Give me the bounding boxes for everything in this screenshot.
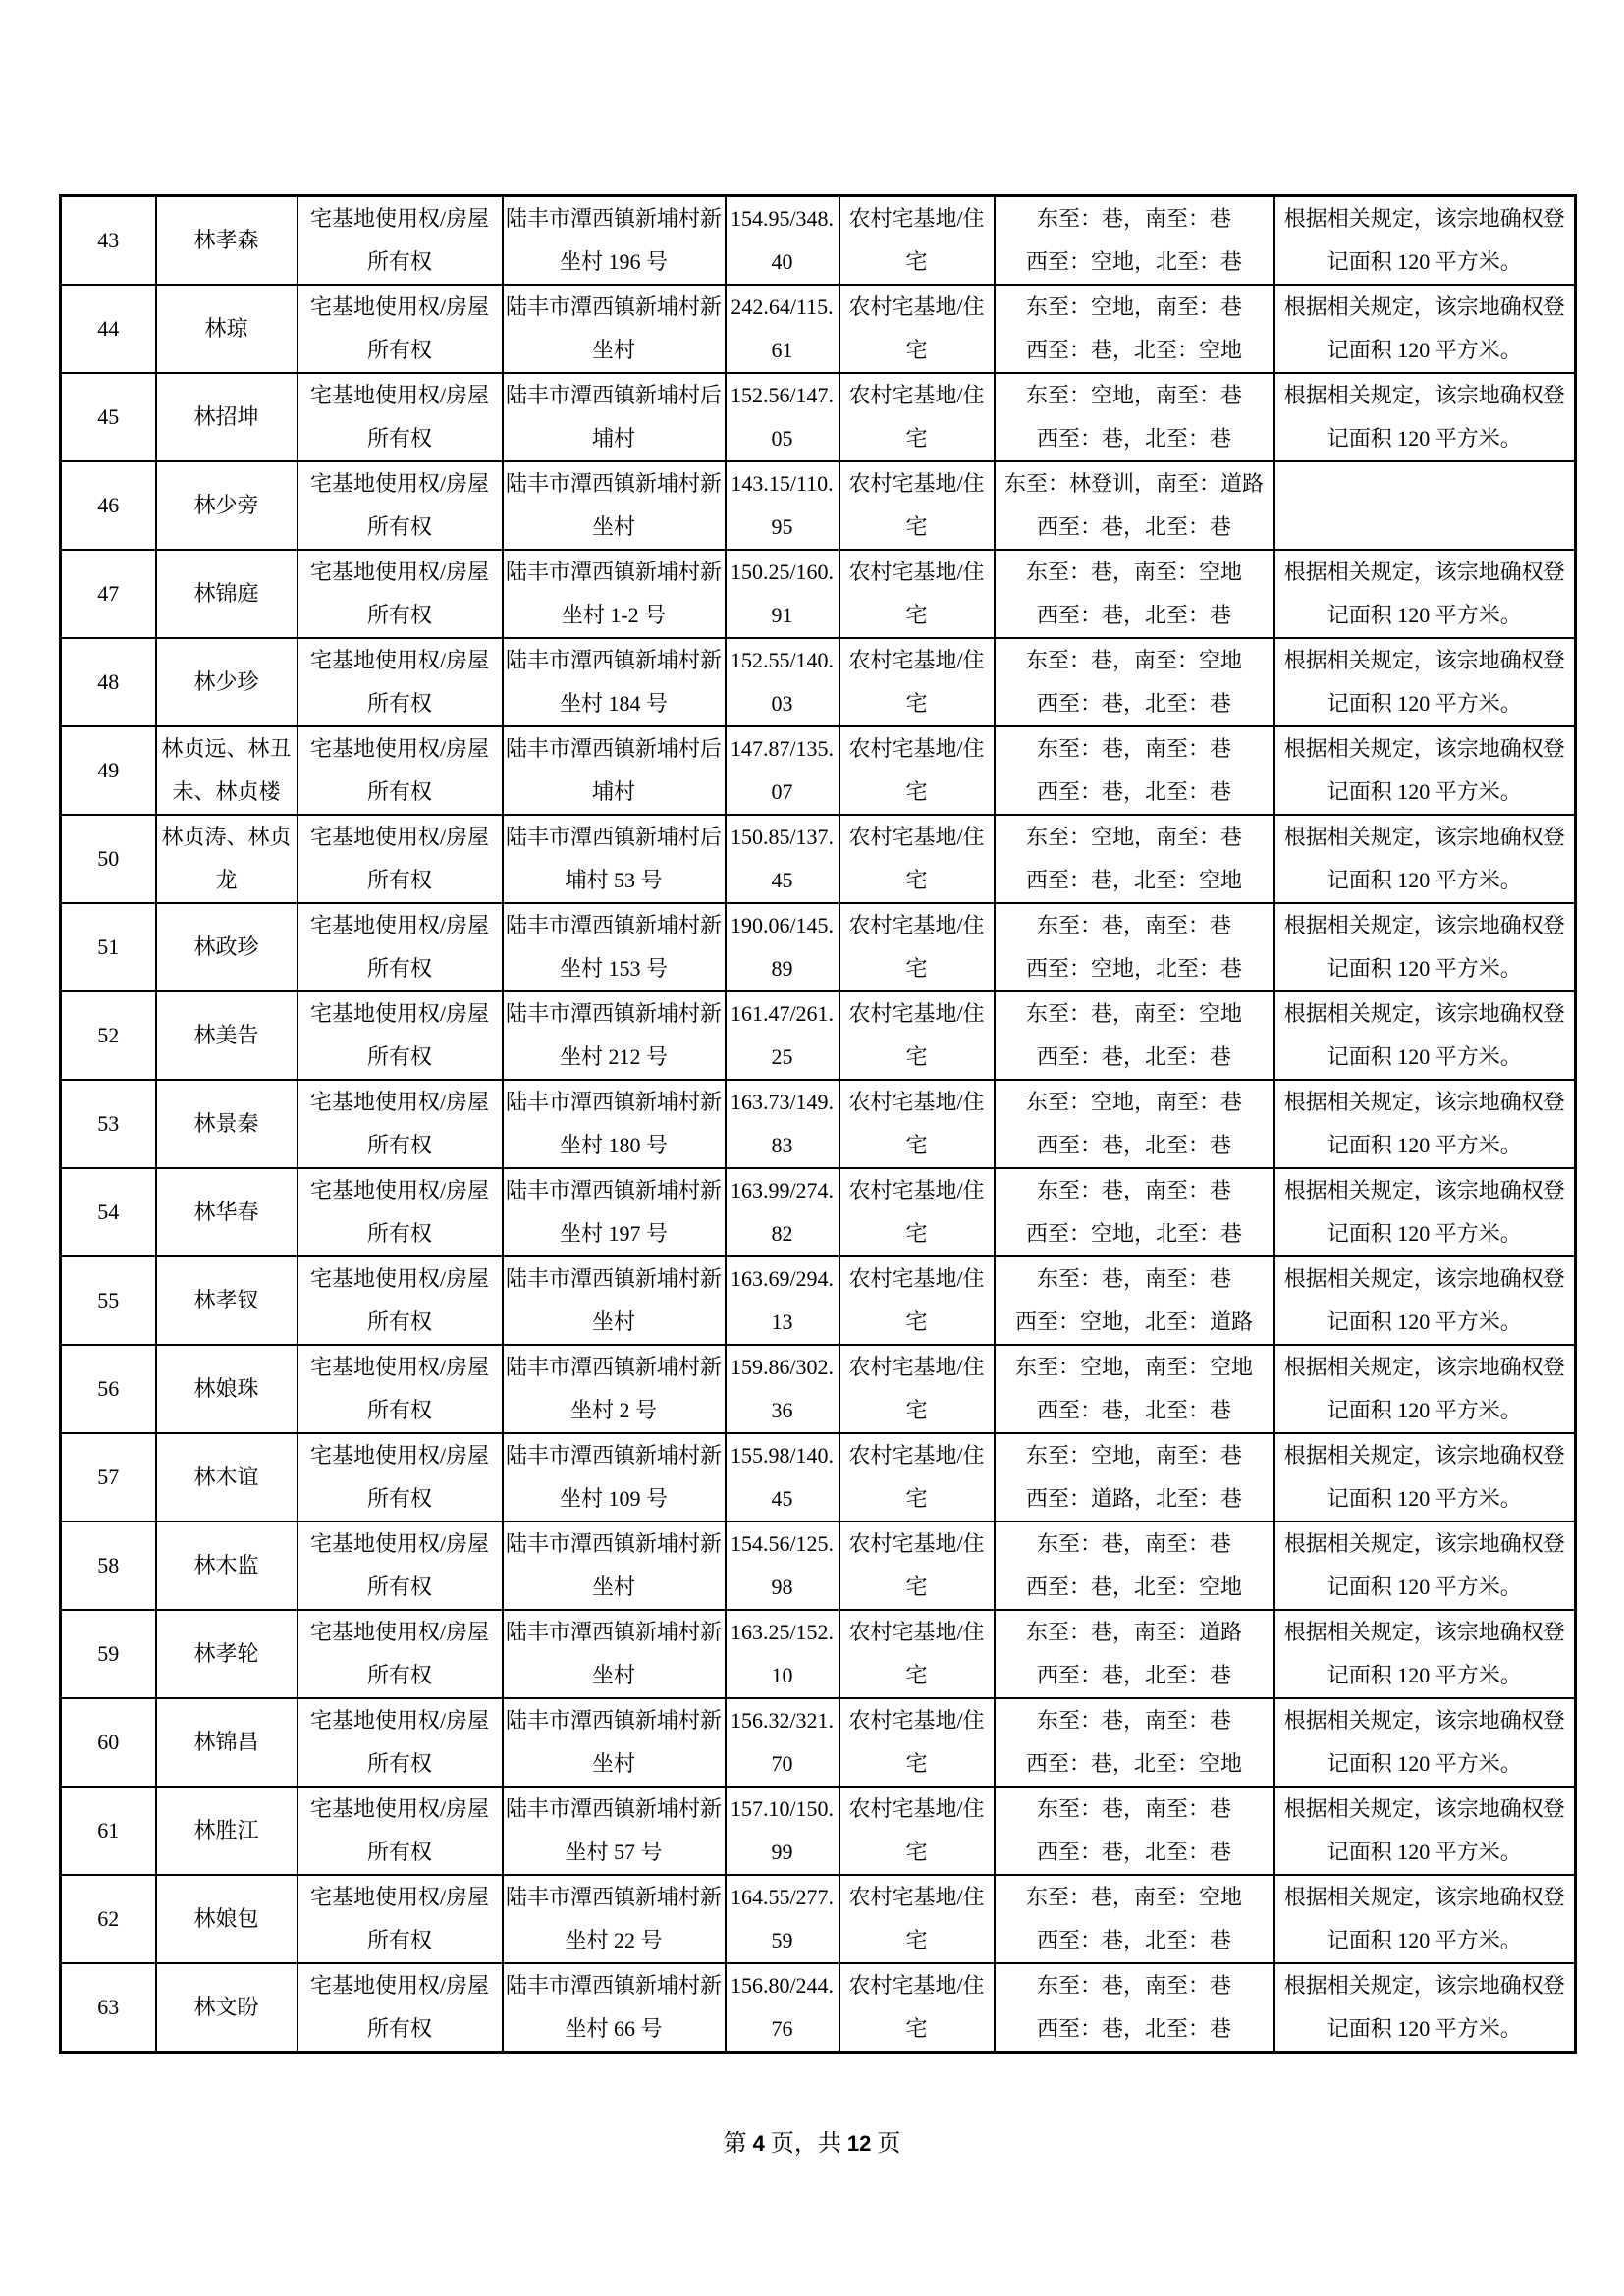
table-row bbox=[61, 196, 1576, 286]
cell-land-use-type: 农村宅基地/住宅 bbox=[839, 903, 995, 991]
cell-address: 陆丰市潭西镇新埔村新坐村 22 号 bbox=[503, 1875, 726, 1963]
cell-remark: 根据相关规定，该宗地确权登记面积 120 平方米。 bbox=[1274, 1522, 1576, 1610]
boundary-segment: 西至：道路，北至：巷 bbox=[1025, 1486, 1242, 1511]
cell-right-type: 宅基地使用权/房屋所有权 bbox=[298, 1610, 503, 1698]
cell-serial-number: 58 bbox=[61, 1522, 156, 1610]
cell-address: 陆丰市潭西镇新埔村后埔村 bbox=[503, 373, 726, 461]
table-row bbox=[61, 550, 1576, 638]
cell-serial-number: 62 bbox=[61, 1875, 156, 1963]
cell-serial-number: 63 bbox=[61, 1963, 156, 2053]
boundary-segment: 东至：巷，南至：巷 bbox=[1036, 736, 1231, 761]
cell-land-use-type: 农村宅基地/住宅 bbox=[839, 1345, 995, 1433]
cell-parcel-area: 163.25/152.10 bbox=[726, 1610, 839, 1698]
cell-land-use-type: 农村宅基地/住宅 bbox=[839, 1080, 995, 1168]
cell-remark: 根据相关规定，该宗地确权登记面积 120 平方米。 bbox=[1274, 1787, 1576, 1875]
cell-boundary bbox=[995, 1345, 1274, 1433]
cell-address: 陆丰市潭西镇新埔村新坐村 180 号 bbox=[503, 1080, 726, 1168]
table-row bbox=[61, 1522, 1576, 1610]
cell-right-type: 宅基地使用权/房屋所有权 bbox=[298, 1256, 503, 1345]
cell-owner-name: 林娘珠 bbox=[156, 1345, 298, 1433]
cell-address: 陆丰市潭西镇新埔村新坐村 212 号 bbox=[503, 991, 726, 1080]
cell-serial-number: 45 bbox=[61, 373, 156, 461]
cell-parcel-area: 143.15/110.95 bbox=[726, 461, 839, 550]
cell-remark: 根据相关规定，该宗地确权登记面积 120 平方米。 bbox=[1274, 1433, 1576, 1522]
table-row bbox=[61, 903, 1576, 991]
cell-boundary bbox=[995, 1433, 1274, 1522]
cell-boundary bbox=[995, 1522, 1274, 1610]
cell-right-type: 宅基地使用权/房屋所有权 bbox=[298, 461, 503, 550]
boundary-segment: 东至：空地，南至：巷 bbox=[1025, 1443, 1242, 1468]
cell-address: 陆丰市潭西镇新埔村后埔村 bbox=[503, 726, 726, 815]
cell-boundary bbox=[995, 461, 1274, 550]
cell-address: 陆丰市潭西镇新埔村新坐村 bbox=[503, 285, 726, 373]
cell-remark: 根据相关规定，该宗地确权登记面积 120 平方米。 bbox=[1274, 638, 1576, 726]
cell-owner-name: 林文盼 bbox=[156, 1963, 298, 2053]
cell-right-type: 宅基地使用权/房屋所有权 bbox=[298, 1080, 503, 1168]
cell-remark: 根据相关规定，该宗地确权登记面积 120 平方米。 bbox=[1274, 1875, 1576, 1963]
cell-land-use-type: 农村宅基地/住宅 bbox=[839, 1522, 995, 1610]
cell-remark: 根据相关规定，该宗地确权登记面积 120 平方米。 bbox=[1274, 1256, 1576, 1345]
boundary-segment: 西至：空地，北至：巷 bbox=[1025, 249, 1242, 274]
boundary-segment: 东至：空地，南至：巷 bbox=[1025, 825, 1242, 849]
cell-owner-name: 林贞涛、林贞龙 bbox=[156, 815, 298, 903]
cell-parcel-area: 164.55/277.59 bbox=[726, 1875, 839, 1963]
table-row bbox=[61, 726, 1576, 815]
cell-boundary bbox=[995, 373, 1274, 461]
cell-land-use-type: 农村宅基地/住宅 bbox=[839, 1256, 995, 1345]
cell-parcel-area: 155.98/140.45 bbox=[726, 1433, 839, 1522]
boundary-segment: 东至：空地，南至：巷 bbox=[1025, 1090, 1242, 1114]
cell-address: 陆丰市潭西镇新埔村新坐村 2 号 bbox=[503, 1345, 726, 1433]
cell-right-type: 宅基地使用权/房屋所有权 bbox=[298, 1168, 503, 1256]
cell-remark: 根据相关规定，该宗地确权登记面积 120 平方米。 bbox=[1274, 1610, 1576, 1698]
cell-remark: 根据相关规定，该宗地确权登记面积 120 平方米。 bbox=[1274, 726, 1576, 815]
cell-parcel-area: 152.56/147.05 bbox=[726, 373, 839, 461]
cell-right-type: 宅基地使用权/房屋所有权 bbox=[298, 550, 503, 638]
cell-serial-number: 60 bbox=[61, 1698, 156, 1787]
cell-serial-number: 54 bbox=[61, 1168, 156, 1256]
cell-address: 陆丰市潭西镇新埔村新坐村 1-2 号 bbox=[503, 550, 726, 638]
table-row bbox=[61, 638, 1576, 726]
cell-owner-name: 林贞远、林丑未、林贞楼 bbox=[156, 726, 298, 815]
cell-address: 陆丰市潭西镇新埔村新坐村 bbox=[503, 461, 726, 550]
cell-remark: 根据相关规定，该宗地确权登记面积 120 平方米。 bbox=[1274, 1963, 1576, 2053]
boundary-segment: 东至：巷，南至：巷 bbox=[1036, 206, 1231, 231]
cell-address: 陆丰市潭西镇新埔村新坐村 197 号 bbox=[503, 1168, 726, 1256]
cell-address: 陆丰市潭西镇新埔村新坐村 bbox=[503, 1522, 726, 1610]
boundary-segment: 西至：空地，北至：巷 bbox=[1025, 1221, 1242, 1246]
cell-parcel-area: 163.73/149.83 bbox=[726, 1080, 839, 1168]
table-row bbox=[61, 1875, 1576, 1963]
table-row bbox=[61, 815, 1576, 903]
cell-boundary bbox=[995, 903, 1274, 991]
table-row bbox=[61, 1080, 1576, 1168]
cell-right-type: 宅基地使用权/房屋所有权 bbox=[298, 1875, 503, 1963]
boundary-segment: 东至：巷，南至：巷 bbox=[1036, 1178, 1231, 1202]
cell-right-type: 宅基地使用权/房屋所有权 bbox=[298, 815, 503, 903]
cell-right-type: 宅基地使用权/房屋所有权 bbox=[298, 1963, 503, 2053]
land-registration-table bbox=[59, 194, 1577, 2054]
cell-parcel-area: 156.32/321.70 bbox=[726, 1698, 839, 1787]
cell-land-use-type: 农村宅基地/住宅 bbox=[839, 285, 995, 373]
cell-address: 陆丰市潭西镇新埔村后埔村 53 号 bbox=[503, 815, 726, 903]
boundary-segment: 西至：巷，北至：巷 bbox=[1036, 1398, 1231, 1422]
footer-suffix: 页 bbox=[877, 2131, 901, 2157]
table-row bbox=[61, 461, 1576, 550]
cell-land-use-type: 农村宅基地/住宅 bbox=[839, 196, 995, 286]
land-registration-table-wrap bbox=[59, 194, 1577, 2054]
table-row bbox=[61, 1610, 1576, 1698]
cell-boundary bbox=[995, 1698, 1274, 1787]
cell-owner-name: 林政珍 bbox=[156, 903, 298, 991]
boundary-segment: 西至：空地，北至：巷 bbox=[1025, 956, 1242, 981]
cell-boundary bbox=[995, 1875, 1274, 1963]
cell-land-use-type: 农村宅基地/住宅 bbox=[839, 991, 995, 1080]
table-row bbox=[61, 1787, 1576, 1875]
cell-serial-number: 47 bbox=[61, 550, 156, 638]
cell-owner-name: 林景秦 bbox=[156, 1080, 298, 1168]
cell-serial-number: 55 bbox=[61, 1256, 156, 1345]
cell-owner-name: 林木谊 bbox=[156, 1433, 298, 1522]
cell-boundary bbox=[995, 1610, 1274, 1698]
cell-address: 陆丰市潭西镇新埔村新坐村 66 号 bbox=[503, 1963, 726, 2053]
boundary-segment: 东至：空地，南至：巷 bbox=[1025, 383, 1242, 407]
cell-owner-name: 林木监 bbox=[156, 1522, 298, 1610]
cell-land-use-type: 农村宅基地/住宅 bbox=[839, 373, 995, 461]
cell-owner-name: 林少珍 bbox=[156, 638, 298, 726]
boundary-segment: 西至：巷，北至：巷 bbox=[1036, 1044, 1231, 1069]
boundary-segment: 西至：巷，北至：巷 bbox=[1036, 603, 1231, 627]
cell-owner-name: 林孝轮 bbox=[156, 1610, 298, 1698]
cell-land-use-type: 农村宅基地/住宅 bbox=[839, 1875, 995, 1963]
boundary-segment: 西至：巷，北至：巷 bbox=[1036, 1928, 1231, 1952]
boundary-segment: 东至：巷，南至：巷 bbox=[1036, 1973, 1231, 1998]
cell-land-use-type: 农村宅基地/住宅 bbox=[839, 461, 995, 550]
cell-boundary bbox=[995, 550, 1274, 638]
cell-address: 陆丰市潭西镇新埔村新坐村 bbox=[503, 1698, 726, 1787]
boundary-segment: 西至：巷，北至：巷 bbox=[1036, 2016, 1231, 2041]
boundary-segment: 东至：空地，南至：巷 bbox=[1025, 294, 1242, 319]
cell-owner-name: 林锦昌 bbox=[156, 1698, 298, 1787]
cell-address: 陆丰市潭西镇新埔村新坐村 bbox=[503, 1610, 726, 1698]
footer-total-pages: 12 bbox=[846, 2131, 872, 2156]
cell-address: 陆丰市潭西镇新埔村新坐村 bbox=[503, 1256, 726, 1345]
cell-boundary bbox=[995, 1080, 1274, 1168]
cell-remark bbox=[1274, 461, 1576, 550]
cell-serial-number: 50 bbox=[61, 815, 156, 903]
boundary-segment: 西至：巷，北至：空地 bbox=[1025, 338, 1242, 362]
boundary-segment: 西至：巷，北至：巷 bbox=[1036, 779, 1231, 804]
cell-right-type: 宅基地使用权/房屋所有权 bbox=[298, 1345, 503, 1433]
boundary-segment: 东至：巷，南至：巷 bbox=[1036, 1266, 1231, 1291]
cell-parcel-area: 161.47/261.25 bbox=[726, 991, 839, 1080]
cell-owner-name: 林孝森 bbox=[156, 196, 298, 286]
boundary-segment: 东至：巷，南至：道路 bbox=[1025, 1620, 1242, 1644]
cell-owner-name: 林美告 bbox=[156, 991, 298, 1080]
boundary-segment: 西至：空地，北至：道路 bbox=[1014, 1309, 1253, 1334]
cell-parcel-area: 159.86/302.36 bbox=[726, 1345, 839, 1433]
cell-serial-number: 59 bbox=[61, 1610, 156, 1698]
cell-land-use-type: 农村宅基地/住宅 bbox=[839, 1168, 995, 1256]
cell-owner-name: 林锦庭 bbox=[156, 550, 298, 638]
cell-right-type: 宅基地使用权/房屋所有权 bbox=[298, 1698, 503, 1787]
cell-boundary bbox=[995, 638, 1274, 726]
cell-serial-number: 53 bbox=[61, 1080, 156, 1168]
cell-parcel-area: 156.80/244.76 bbox=[726, 1963, 839, 2053]
cell-serial-number: 48 bbox=[61, 638, 156, 726]
table-row bbox=[61, 1963, 1576, 2053]
cell-parcel-area: 242.64/115.61 bbox=[726, 285, 839, 373]
cell-boundary bbox=[995, 991, 1274, 1080]
footer-prefix: 第 bbox=[723, 2131, 747, 2157]
cell-remark: 根据相关规定，该宗地确权登记面积 120 平方米。 bbox=[1274, 1698, 1576, 1787]
cell-boundary bbox=[995, 1787, 1274, 1875]
cell-owner-name: 林胜江 bbox=[156, 1787, 298, 1875]
cell-right-type: 宅基地使用权/房屋所有权 bbox=[298, 373, 503, 461]
boundary-segment: 东至：巷，南至：巷 bbox=[1036, 913, 1231, 937]
cell-boundary bbox=[995, 726, 1274, 815]
boundary-segment: 东至：巷，南至：空地 bbox=[1025, 1885, 1242, 1909]
cell-parcel-area: 154.95/348.40 bbox=[726, 196, 839, 286]
cell-owner-name: 林琼 bbox=[156, 285, 298, 373]
cell-land-use-type: 农村宅基地/住宅 bbox=[839, 638, 995, 726]
table-row bbox=[61, 991, 1576, 1080]
cell-remark: 根据相关规定，该宗地确权登记面积 120 平方米。 bbox=[1274, 903, 1576, 991]
cell-serial-number: 51 bbox=[61, 903, 156, 991]
cell-address: 陆丰市潭西镇新埔村新坐村 153 号 bbox=[503, 903, 726, 991]
cell-remark: 根据相关规定，该宗地确权登记面积 120 平方米。 bbox=[1274, 1168, 1576, 1256]
cell-right-type: 宅基地使用权/房屋所有权 bbox=[298, 285, 503, 373]
cell-parcel-area: 150.25/160.91 bbox=[726, 550, 839, 638]
cell-right-type: 宅基地使用权/房屋所有权 bbox=[298, 726, 503, 815]
cell-boundary bbox=[995, 815, 1274, 903]
table-row bbox=[61, 1433, 1576, 1522]
cell-right-type: 宅基地使用权/房屋所有权 bbox=[298, 1787, 503, 1875]
cell-boundary bbox=[995, 1963, 1274, 2053]
cell-right-type: 宅基地使用权/房屋所有权 bbox=[298, 903, 503, 991]
cell-right-type: 宅基地使用权/房屋所有权 bbox=[298, 196, 503, 286]
boundary-segment: 东至：林登训，南至：道路 bbox=[1003, 471, 1264, 496]
table-row bbox=[61, 373, 1576, 461]
cell-remark: 根据相关规定，该宗地确权登记面积 120 平方米。 bbox=[1274, 196, 1576, 286]
cell-boundary bbox=[995, 1256, 1274, 1345]
cell-parcel-area: 152.55/140.03 bbox=[726, 638, 839, 726]
table-row bbox=[61, 285, 1576, 373]
cell-owner-name: 林少旁 bbox=[156, 461, 298, 550]
cell-parcel-area: 163.69/294.13 bbox=[726, 1256, 839, 1345]
cell-parcel-area: 154.56/125.98 bbox=[726, 1522, 839, 1610]
boundary-segment: 西至：巷，北至：巷 bbox=[1036, 691, 1231, 716]
cell-right-type: 宅基地使用权/房屋所有权 bbox=[298, 991, 503, 1080]
table-row bbox=[61, 1168, 1576, 1256]
cell-parcel-area: 163.99/274.82 bbox=[726, 1168, 839, 1256]
cell-right-type: 宅基地使用权/房屋所有权 bbox=[298, 1433, 503, 1522]
boundary-segment: 东至：巷，南至：空地 bbox=[1025, 648, 1242, 672]
boundary-segment: 东至：巷，南至：空地 bbox=[1025, 1001, 1242, 1026]
cell-land-use-type: 农村宅基地/住宅 bbox=[839, 550, 995, 638]
table-row bbox=[61, 1345, 1576, 1433]
boundary-segment: 西至：巷，北至：巷 bbox=[1036, 1663, 1231, 1687]
cell-parcel-area: 190.06/145.89 bbox=[726, 903, 839, 991]
cell-parcel-area: 150.85/137.45 bbox=[726, 815, 839, 903]
cell-land-use-type: 农村宅基地/住宅 bbox=[839, 1787, 995, 1875]
cell-boundary bbox=[995, 285, 1274, 373]
cell-address: 陆丰市潭西镇新埔村新坐村 109 号 bbox=[503, 1433, 726, 1522]
cell-serial-number: 61 bbox=[61, 1787, 156, 1875]
footer-middle: 页，共 bbox=[770, 2131, 841, 2157]
cell-address: 陆丰市潭西镇新埔村新坐村 57 号 bbox=[503, 1787, 726, 1875]
boundary-segment: 西至：巷，北至：空地 bbox=[1025, 1751, 1242, 1776]
cell-remark: 根据相关规定，该宗地确权登记面积 120 平方米。 bbox=[1274, 285, 1576, 373]
cell-serial-number: 56 bbox=[61, 1345, 156, 1433]
cell-remark: 根据相关规定，该宗地确权登记面积 120 平方米。 bbox=[1274, 373, 1576, 461]
cell-owner-name: 林招坤 bbox=[156, 373, 298, 461]
cell-owner-name: 林娘包 bbox=[156, 1875, 298, 1963]
cell-serial-number: 46 bbox=[61, 461, 156, 550]
boundary-segment: 东至：巷，南至：空地 bbox=[1025, 560, 1242, 584]
cell-address: 陆丰市潭西镇新埔村新坐村 196 号 bbox=[503, 196, 726, 286]
cell-owner-name: 林孝钗 bbox=[156, 1256, 298, 1345]
cell-remark: 根据相关规定，该宗地确权登记面积 120 平方米。 bbox=[1274, 1080, 1576, 1168]
footer-page-number: 4 bbox=[752, 2131, 765, 2156]
cell-parcel-area: 147.87/135.07 bbox=[726, 726, 839, 815]
cell-serial-number: 44 bbox=[61, 285, 156, 373]
boundary-segment: 西至：巷，北至：空地 bbox=[1025, 868, 1242, 892]
boundary-segment: 东至：巷，南至：巷 bbox=[1036, 1531, 1231, 1556]
cell-address: 陆丰市潭西镇新埔村新坐村 184 号 bbox=[503, 638, 726, 726]
cell-remark: 根据相关规定，该宗地确权登记面积 120 平方米。 bbox=[1274, 991, 1576, 1080]
cell-serial-number: 57 bbox=[61, 1433, 156, 1522]
cell-land-use-type: 农村宅基地/住宅 bbox=[839, 1433, 995, 1522]
cell-land-use-type: 农村宅基地/住宅 bbox=[839, 1698, 995, 1787]
boundary-segment: 西至：巷，北至：巷 bbox=[1036, 1133, 1231, 1157]
cell-serial-number: 43 bbox=[61, 196, 156, 286]
cell-remark: 根据相关规定，该宗地确权登记面积 120 平方米。 bbox=[1274, 815, 1576, 903]
boundary-segment: 西至：巷，北至：巷 bbox=[1036, 1840, 1231, 1864]
cell-parcel-area: 157.10/150.99 bbox=[726, 1787, 839, 1875]
boundary-segment: 东至：巷，南至：巷 bbox=[1036, 1796, 1231, 1821]
boundary-segment: 西至：巷，北至：巷 bbox=[1036, 426, 1231, 451]
cell-boundary bbox=[995, 1168, 1274, 1256]
cell-owner-name: 林华春 bbox=[156, 1168, 298, 1256]
table-row bbox=[61, 1256, 1576, 1345]
cell-serial-number: 52 bbox=[61, 991, 156, 1080]
boundary-segment: 西至：巷，北至：空地 bbox=[1025, 1575, 1242, 1599]
boundary-segment: 东至：巷，南至：巷 bbox=[1036, 1708, 1231, 1733]
cell-serial-number: 49 bbox=[61, 726, 156, 815]
page-footer bbox=[0, 2130, 1624, 2158]
cell-right-type: 宅基地使用权/房屋所有权 bbox=[298, 638, 503, 726]
cell-remark: 根据相关规定，该宗地确权登记面积 120 平方米。 bbox=[1274, 1345, 1576, 1433]
cell-land-use-type: 农村宅基地/住宅 bbox=[839, 815, 995, 903]
cell-right-type: 宅基地使用权/房屋所有权 bbox=[298, 1522, 503, 1610]
boundary-segment: 东至：空地，南至：空地 bbox=[1014, 1355, 1253, 1379]
cell-land-use-type: 农村宅基地/住宅 bbox=[839, 1610, 995, 1698]
table-row bbox=[61, 1698, 1576, 1787]
cell-boundary bbox=[995, 196, 1274, 286]
cell-land-use-type: 农村宅基地/住宅 bbox=[839, 726, 995, 815]
boundary-segment: 西至：巷，北至：巷 bbox=[1036, 514, 1231, 539]
cell-remark: 根据相关规定，该宗地确权登记面积 120 平方米。 bbox=[1274, 550, 1576, 638]
cell-land-use-type: 农村宅基地/住宅 bbox=[839, 1963, 995, 2053]
